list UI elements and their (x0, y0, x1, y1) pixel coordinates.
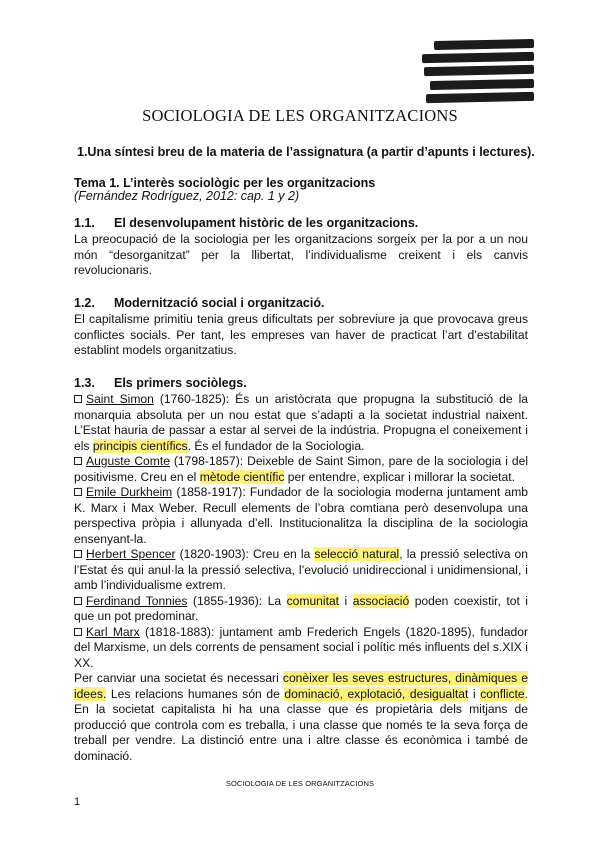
section-number: 1.1. (74, 216, 95, 230)
item-text: per entendre, explicar i millorar la societat. (284, 469, 515, 484)
topic-citation: (Fernández Rodríguez, 2012: cap. 1 y 2) (74, 189, 300, 203)
author-name: Saint Simon (86, 392, 154, 406)
redacted-name-2 (422, 52, 534, 63)
paragraph-text: La preocupació de la sociologia per les organitzacions sorgeix per la por a un nou món “desorganitzat” per la llibertat, l’individualisme creixent i els canvis revolucionaris. (74, 232, 528, 277)
item-text: , la pressió selectiva on l’Estat és qui anul·la la pressió selectiva, l’evolució unidireccional i unidimensional, i amb l’individualisme extrem. (74, 547, 529, 592)
redacted-name-4 (430, 79, 534, 90)
paragraph-text: Per canviar una societat és necessari (74, 671, 283, 685)
author-name: Herbert Spencer (86, 547, 176, 561)
section-title: Els primers sociòlegs. (114, 376, 247, 390)
checkbox-bullet-icon (74, 597, 82, 605)
item-text: i (339, 593, 353, 608)
list-item-comte (74, 454, 528, 485)
paragraph-text: . En la societat capitalista hi ha una classe que és propietària dels mitjans de producció que controla com es treballa, i una classe que només te la seva força de treball per vendre. La distinció entre una i altre classe és econòmica i també de dominació. (74, 686, 528, 763)
item-text: poden coexistir, tot i que un pot predominar. (74, 593, 528, 623)
section-1-3-body (74, 392, 528, 764)
page-number: 1 (74, 796, 81, 808)
document-title: SOCIOLOGIA DE LES ORGANITZACIONS (142, 106, 458, 125)
redacted-name-3 (424, 65, 534, 76)
highlighted-term: principis científics (92, 438, 188, 453)
section-heading-1-1 (74, 216, 418, 230)
page-footer: SOCIOLOGIA DE LES ORGANITZACIONS (225, 779, 375, 788)
paragraph-text: El capitalisme primitiu tenia greus dificultats per sobreviure ja que provocava greus conflictes socials. Per tant, les empreses van haver de practicat l’art d’estabilitat establint models organitzatius. (74, 312, 528, 357)
section-title: El desenvolupament històric de les organitzacions. (114, 216, 419, 230)
item-text: (1855-1936): La (187, 593, 287, 608)
list-item-tonnies (74, 594, 528, 625)
section-number: 1.3. (74, 376, 95, 390)
list-item-durkheim (74, 485, 528, 547)
list-item-spencer (74, 547, 528, 594)
highlighted-term: associació (352, 593, 410, 608)
item-text: . És el fundador de la Sociologia. (187, 438, 365, 453)
section-1-2-paragraph (74, 312, 528, 359)
item-text: (1798-1857): Deixeble de Saint Simon, pare de la sociologia i del positivisme. Creu en el (74, 454, 529, 484)
item-text: (1760-1825): És un aristòcrata que propugna la substitució de la monarquia absoluta per un nou estat que s’adapti a la societat industrial naixent. L’Estat hauria de passar a estar al servei de la indústria. Propugna el coneixement i els (74, 392, 529, 453)
author-name: Auguste Comte (86, 454, 170, 468)
list-item-marx (74, 625, 528, 672)
author-name: Emile Durkheim (86, 485, 173, 499)
item-text: (1820-1903): Creu en la (175, 547, 315, 561)
author-name: Ferdinand Tonnies (86, 593, 188, 608)
topic-title: Tema 1. L’interès sociològic per les organitzacions (74, 176, 376, 190)
highlighted-term: conflicte (480, 686, 525, 701)
item-text: (1818-1883): juntament amb Frederich Engels (1820-1895), fundador del Marxisme, un dels corrents de pensament social i polític més influents del s.XIX i XX. (74, 624, 528, 670)
section-number: 1.2. (74, 296, 95, 310)
checkbox-bullet-icon (74, 488, 82, 496)
item-text: (1858-1917): Fundador de la sociologia moderna juntament amb K. Marx i Max Weber. Recull elements de l’obra comtiana però desenvolupa una perspectiva pròpia i allunyada d’ell. Institucionalitza la disciplina de la sociologia ensenyant-la. (74, 485, 528, 546)
checkbox-bullet-icon (74, 550, 82, 558)
highlighted-term: selecció natural (314, 547, 400, 561)
section-heading-1-2 (74, 296, 324, 310)
section-1-1-paragraph (74, 232, 528, 279)
section-title: Modernització social i organització. (114, 296, 325, 310)
list-item-saint-simon (74, 392, 528, 454)
highlighted-term: mètode científic (199, 469, 285, 484)
checkbox-bullet-icon (74, 457, 82, 465)
question-heading: 1.Una síntesi breu de la materia de l’assignatura (a partir d’apunts i lectures). (77, 145, 535, 159)
author-name: Karl Marx (86, 624, 140, 639)
closing-paragraph (74, 671, 528, 764)
paragraph-text: i (468, 686, 481, 701)
highlighted-term: conèixer les seves estructures, dinàmiques e idees. (74, 671, 528, 701)
section-heading-1-3 (74, 376, 247, 390)
paragraph-text: Les relacions humanes són de (106, 686, 285, 701)
redacted-name-5 (426, 92, 534, 103)
checkbox-bullet-icon (74, 628, 82, 636)
highlighted-term: dominació, explotació, desigualtat (284, 686, 469, 701)
redacted-name-1 (434, 39, 534, 50)
highlighted-term: comunitat (286, 593, 340, 608)
checkbox-bullet-icon (74, 395, 82, 403)
